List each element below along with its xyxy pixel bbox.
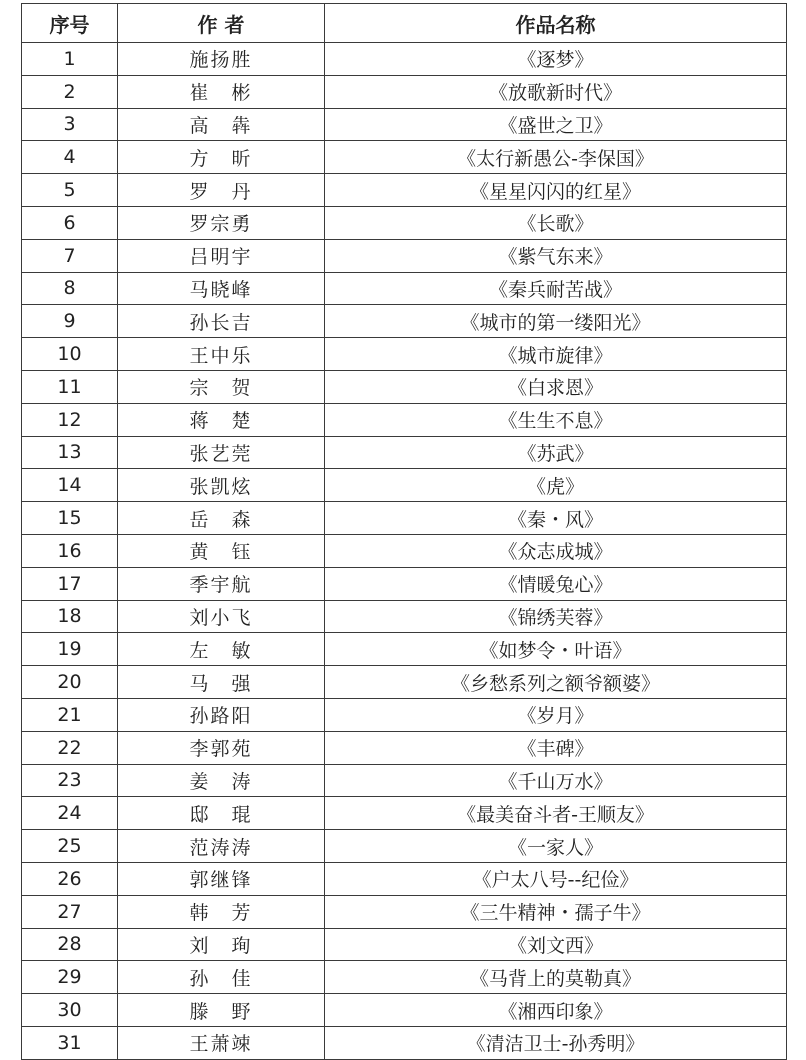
table-row <box>22 666 787 699</box>
table-row <box>22 108 787 141</box>
row-index: 1 <box>22 43 118 76</box>
table-row <box>22 797 787 830</box>
row-index: 24 <box>22 797 118 830</box>
row-title: 《太行新愚公-李保国》 <box>325 141 787 174</box>
row-index: 31 <box>22 1026 118 1059</box>
row-index: 11 <box>22 370 118 403</box>
row-index: 17 <box>22 567 118 600</box>
row-title: 《放歌新时代》 <box>325 75 787 108</box>
table-row <box>22 469 787 502</box>
row-index: 30 <box>22 994 118 1027</box>
row-author: 韩 芳 <box>118 895 325 928</box>
row-index: 15 <box>22 502 118 535</box>
table-row <box>22 698 787 731</box>
table-body <box>22 43 787 1060</box>
row-author: 马晓峰 <box>118 272 325 305</box>
table-row <box>22 633 787 666</box>
row-title: 《逐梦》 <box>325 43 787 76</box>
row-title: 《秦・风》 <box>325 502 787 535</box>
row-title: 《户太八号--纪俭》 <box>325 862 787 895</box>
row-title: 《清洁卫士-孙秀明》 <box>325 1026 787 1059</box>
header-author: 作 者 <box>118 4 325 43</box>
row-title: 《湘西印象》 <box>325 994 787 1027</box>
row-author: 崔 彬 <box>118 75 325 108</box>
row-index: 26 <box>22 862 118 895</box>
table-row <box>22 731 787 764</box>
table-row <box>22 75 787 108</box>
row-author: 邸 琨 <box>118 797 325 830</box>
row-index: 12 <box>22 403 118 436</box>
row-author: 孙路阳 <box>118 698 325 731</box>
row-author: 张艺莞 <box>118 436 325 469</box>
row-title: 《城市的第一缕阳光》 <box>325 305 787 338</box>
row-index: 29 <box>22 961 118 994</box>
table-row <box>22 567 787 600</box>
row-title: 《众志成城》 <box>325 534 787 567</box>
row-index: 10 <box>22 338 118 371</box>
row-title: 《如梦令・叶语》 <box>325 633 787 666</box>
table-row <box>22 600 787 633</box>
row-author: 黄 钰 <box>118 534 325 567</box>
row-index: 7 <box>22 239 118 272</box>
table-row <box>22 174 787 207</box>
row-index: 27 <box>22 895 118 928</box>
row-author: 刘小飞 <box>118 600 325 633</box>
row-author: 姜 涛 <box>118 764 325 797</box>
row-title: 《情暖兔心》 <box>325 567 787 600</box>
row-index: 21 <box>22 698 118 731</box>
row-author: 高 犇 <box>118 108 325 141</box>
works-table <box>21 3 787 1060</box>
row-index: 8 <box>22 272 118 305</box>
header-row <box>22 4 787 43</box>
row-title: 《紫气东来》 <box>325 239 787 272</box>
row-author: 蒋 楚 <box>118 403 325 436</box>
table-row <box>22 895 787 928</box>
row-author: 张凯炫 <box>118 469 325 502</box>
row-index: 14 <box>22 469 118 502</box>
row-title: 《虎》 <box>325 469 787 502</box>
header-index: 序号 <box>22 4 118 43</box>
table-row <box>22 502 787 535</box>
row-title: 《秦兵耐苦战》 <box>325 272 787 305</box>
row-title: 《千山万水》 <box>325 764 787 797</box>
row-title: 《星星闪闪的红星》 <box>325 174 787 207</box>
table-row <box>22 239 787 272</box>
table-row <box>22 830 787 863</box>
row-index: 18 <box>22 600 118 633</box>
row-index: 22 <box>22 731 118 764</box>
row-index: 4 <box>22 141 118 174</box>
row-title: 《乡愁系列之额爷额婆》 <box>325 666 787 699</box>
row-index: 25 <box>22 830 118 863</box>
row-author: 滕 野 <box>118 994 325 1027</box>
row-author: 罗宗勇 <box>118 206 325 239</box>
table-row <box>22 141 787 174</box>
row-index: 20 <box>22 666 118 699</box>
row-author: 王中乐 <box>118 338 325 371</box>
row-author: 王萧竦 <box>118 1026 325 1059</box>
row-author: 季宇航 <box>118 567 325 600</box>
row-title: 《盛世之卫》 <box>325 108 787 141</box>
row-title: 《白求恩》 <box>325 370 787 403</box>
row-index: 28 <box>22 928 118 961</box>
table-row <box>22 994 787 1027</box>
row-title: 《马背上的莫勒真》 <box>325 961 787 994</box>
row-author: 孙 佳 <box>118 961 325 994</box>
table-row <box>22 43 787 76</box>
row-author: 宗 贺 <box>118 370 325 403</box>
row-author: 左 敏 <box>118 633 325 666</box>
row-title: 《生生不息》 <box>325 403 787 436</box>
table-row <box>22 370 787 403</box>
row-author: 罗 丹 <box>118 174 325 207</box>
row-author: 孙长吉 <box>118 305 325 338</box>
row-title: 《城市旋律》 <box>325 338 787 371</box>
row-index: 5 <box>22 174 118 207</box>
row-title: 《三牛精神・孺子牛》 <box>325 895 787 928</box>
row-author: 方 昕 <box>118 141 325 174</box>
row-index: 23 <box>22 764 118 797</box>
table-row <box>22 305 787 338</box>
row-title: 《一家人》 <box>325 830 787 863</box>
row-index: 13 <box>22 436 118 469</box>
table-row <box>22 338 787 371</box>
row-title: 《苏武》 <box>325 436 787 469</box>
table-row <box>22 436 787 469</box>
table-row <box>22 272 787 305</box>
row-title: 《最美奋斗者-王顺友》 <box>325 797 787 830</box>
row-title: 《锦绣芙蓉》 <box>325 600 787 633</box>
table-header <box>22 4 787 43</box>
row-title: 《刘文西》 <box>325 928 787 961</box>
row-index: 3 <box>22 108 118 141</box>
table-row <box>22 862 787 895</box>
row-index: 19 <box>22 633 118 666</box>
table-row <box>22 764 787 797</box>
row-index: 16 <box>22 534 118 567</box>
header-title: 作品名称 <box>325 4 787 43</box>
table-row <box>22 1026 787 1059</box>
row-index: 9 <box>22 305 118 338</box>
row-title: 《岁月》 <box>325 698 787 731</box>
row-author: 马 强 <box>118 666 325 699</box>
row-author: 吕明宇 <box>118 239 325 272</box>
row-author: 刘 珣 <box>118 928 325 961</box>
row-title: 《长歌》 <box>325 206 787 239</box>
row-index: 2 <box>22 75 118 108</box>
row-author: 岳 森 <box>118 502 325 535</box>
table-row <box>22 961 787 994</box>
row-author: 范涛涛 <box>118 830 325 863</box>
row-title: 《丰碑》 <box>325 731 787 764</box>
row-index: 6 <box>22 206 118 239</box>
row-author: 李郭苑 <box>118 731 325 764</box>
row-author: 施扬胜 <box>118 43 325 76</box>
table-row <box>22 206 787 239</box>
row-author: 郭继锋 <box>118 862 325 895</box>
table-row <box>22 928 787 961</box>
table-row <box>22 534 787 567</box>
table-row <box>22 403 787 436</box>
